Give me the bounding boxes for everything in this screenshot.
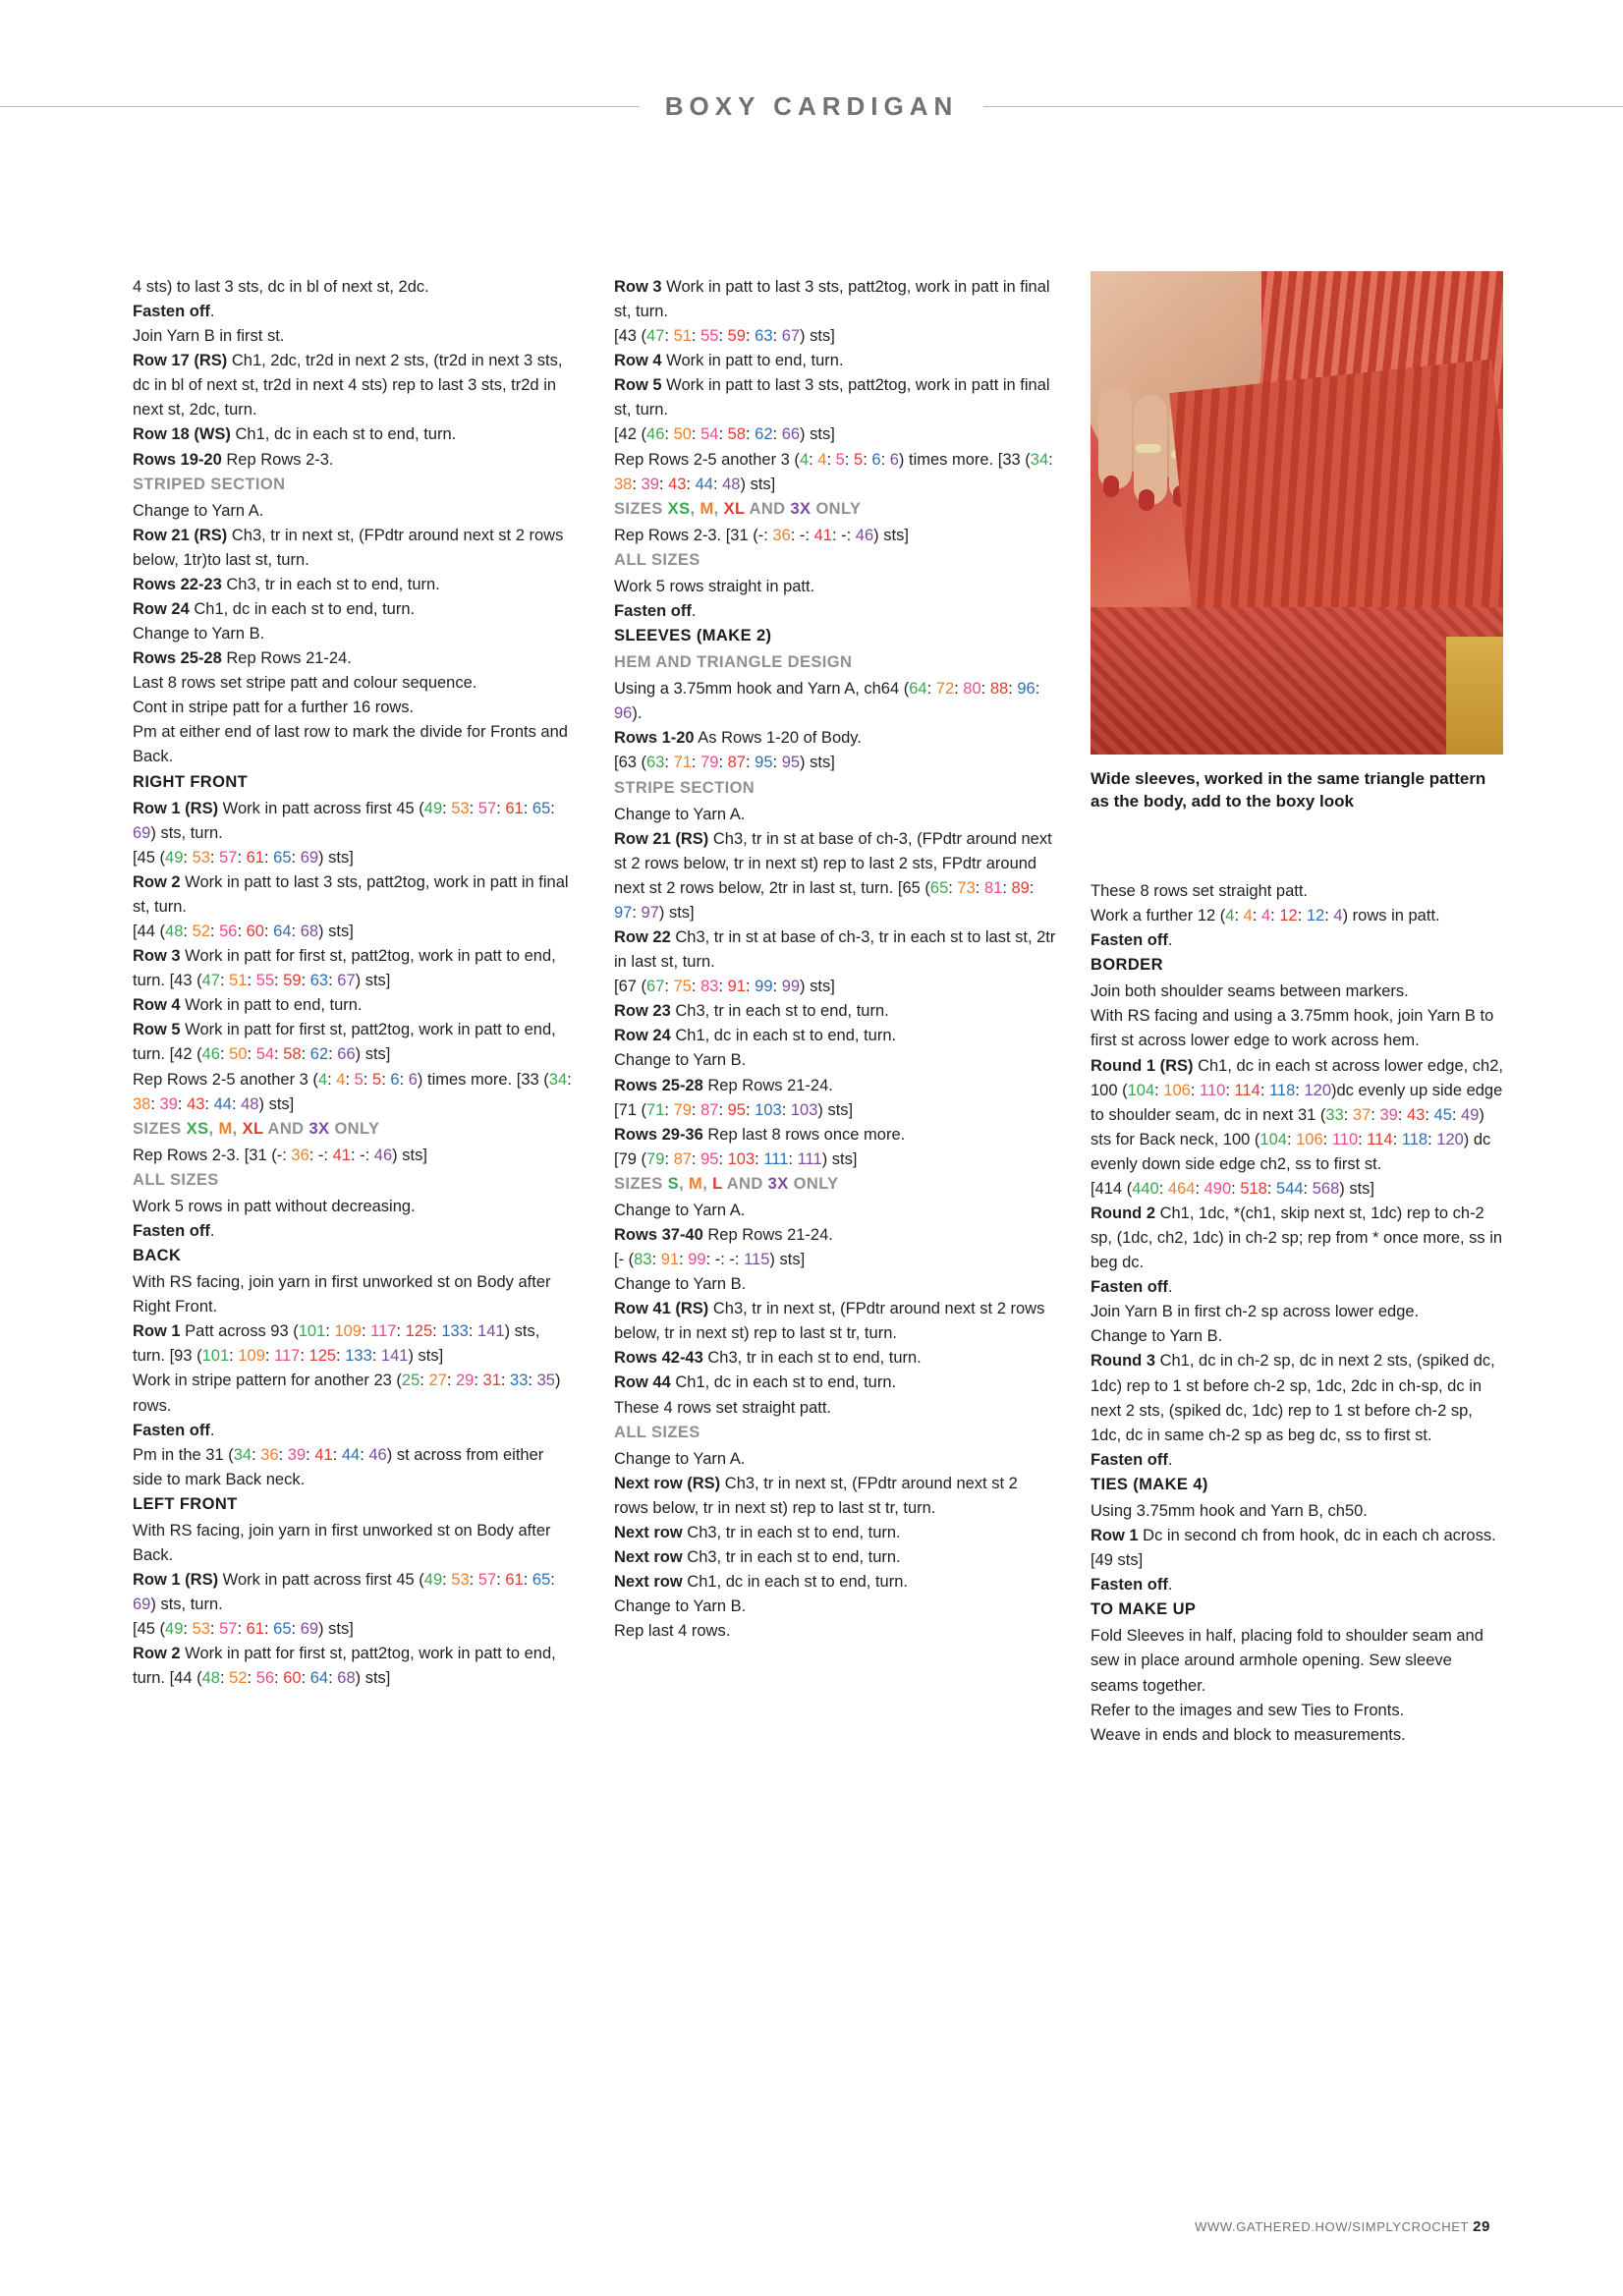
pattern-paragraph: Row 2 Work in patt to last 3 sts, patt2tog, work in patt in final st, turn. [133,872,569,916]
pattern-paragraph: Change to Yarn B. [614,1275,747,1294]
section-heading: SIZES XS, M, XL AND 3X ONLY [133,1119,380,1138]
pattern-paragraph: Change to Yarn B. [1091,1327,1223,1346]
section-heading: HEM AND TRIANGLE DESIGN [614,653,853,672]
photo-cardigan-body [1091,607,1503,755]
photo-caption: Wide sleeves, worked in the same triangle pattern as the body, add to the boxy look [1091,769,1486,811]
section-heading: STRIPED SECTION [133,475,286,493]
pattern-paragraph: Rows 22-23 Ch3, tr in each st to end, turn. [133,575,440,593]
pattern-paragraph: With RS facing and using a 3.75mm hook, join Yarn B to first st across lower edge to work across hem. [1091,1007,1494,1050]
pattern-paragraph: Join both shoulder seams between markers. [1091,982,1409,1001]
pattern-paragraph: Rows 29-36 Rep last 8 rows once more. [614,1125,906,1144]
text-column-1 [133,275,575,1691]
section-heading: TIES (MAKE 4) [1091,1475,1208,1493]
pattern-paragraph: [71 (71: 79: 87: 95: 103: 103) sts] [614,1100,854,1119]
pattern-paragraph: 4 sts) to last 3 sts, dc in bl of next st, 2dc. [133,278,429,296]
pattern-paragraph: Rows 25-28 Rep Rows 21-24. [133,649,352,668]
pattern-paragraph: Fasten off. [1091,1450,1173,1469]
section-heading: TO MAKE UP [1091,1600,1197,1619]
pattern-paragraph: Row 1 Patt across 93 (101: 109: 117: 125: 133: 141) sts, turn. [93 (101: 109: 117: 125: 133: 141) sts] [133,1322,540,1366]
pattern-paragraph: Fasten off. [1091,1278,1173,1297]
pattern-paragraph: Row 1 Dc in second ch from hook, dc in each ch across. [49 sts] [1091,1527,1496,1570]
section-heading: BACK [133,1247,182,1265]
pattern-paragraph: Change to Yarn B. [614,1051,747,1070]
pattern-paragraph: Join Yarn B in first st. [133,327,285,346]
pattern-paragraph: Fasten off. [1091,931,1173,950]
header-rule-right [983,106,1623,107]
pattern-paragraph: Fasten off. [133,1221,215,1240]
section-heading: STRIPE SECTION [614,778,756,797]
pattern-paragraph: Weave in ends and block to measurements. [1091,1725,1406,1744]
text-column-2 [614,275,1056,1644]
pattern-paragraph: [- (83: 91: 99: -: -: 115) sts] [614,1251,806,1269]
pattern-paragraph: Change to Yarn A. [614,1201,746,1219]
photo-yellow-background-strip [1446,637,1503,755]
pattern-paragraph: [63 (63: 71: 79: 87: 95: 95) sts] [614,754,835,772]
pattern-paragraph: Row 4 Work in patt to end, turn. [133,996,363,1015]
pattern-paragraph: Row 5 Work in patt to last 3 sts, patt2tog, work in patt in final st, turn. [614,376,1050,420]
pattern-paragraph: [45 (49: 53: 57: 61: 65: 69) sts] [133,848,354,867]
page-title: BOXY CARDIGAN [664,90,959,121]
header-rule-left [0,106,640,107]
pattern-paragraph: [44 (48: 52: 56: 60: 64: 68) sts] [133,923,354,941]
pattern-paragraph: Next row Ch1, dc in each st to end, turn. [614,1573,908,1592]
pattern-paragraph: With RS facing, join yarn in first unworked st on Body after Back. [133,1521,551,1564]
pattern-paragraph: Round 3 Ch1, dc in ch-2 sp, dc in next 2 sts, (spiked dc, 1dc) rep to 1 st before ch-2 sp, 1dc, 2dc in ch-sp, dc in next 2 sts, (spiked dc, 1dc) rep to 1 st before ch-2 sp, 1dc, dc in same ch-2 sp as beg dc, ss to first st. [1091,1352,1495,1444]
pattern-paragraph: Row 4 Work in patt to end, turn. [614,352,844,370]
pattern-paragraph: Using 3.75mm hook and Yarn B, ch50. [1091,1501,1368,1520]
pattern-paragraph: Row 2 Work in patt for first st, patt2tog, work in patt to end, turn. [44 (48: 52: 56: 60: 64: 68) sts] [133,1645,556,1688]
pattern-paragraph: [67 (67: 75: 83: 91: 99: 99) sts] [614,978,835,996]
pattern-paragraph: Change to Yarn A. [614,805,746,823]
pattern-paragraph: [42 (46: 50: 54: 58: 62: 66) sts] [614,425,835,444]
pattern-paragraph: These 8 rows set straight patt. [1091,882,1309,900]
pattern-paragraph: Fasten off. [133,303,215,321]
text-column-3 [1091,879,1503,1748]
section-heading: ALL SIZES [614,1423,700,1441]
section-heading: RIGHT FRONT [133,772,249,791]
pattern-paragraph: Change to Yarn A. [133,501,264,520]
pattern-paragraph: Row 17 (RS) Ch1, 2dc, tr2d in next 2 sts, (tr2d in next 3 sts, dc in bl of next st, tr2d in next 4 sts) rep to last 3 sts, tr2d in next st, 2dc, turn. [133,352,563,420]
pattern-paragraph: With RS facing, join yarn in first unworked st on Body after Right Front. [133,1273,551,1316]
pattern-paragraph: Rep Rows 2-3. [31 (-: 36: -: 41: -: 46) sts] [614,526,909,544]
photo-finger [1098,387,1132,489]
pattern-paragraph: Rows 1-20 As Rows 1-20 of Body. [614,729,862,748]
pattern-paragraph: Next row (RS) Ch3, tr in next st, (FPdtr around next st 2 rows below, tr in next st) rep to last st tr, turn. [614,1474,1018,1517]
pattern-paragraph: [79 (79: 87: 95: 103: 111: 111) sts] [614,1149,858,1168]
pattern-paragraph: Row 24 Ch1, dc in each st to end, turn. [614,1027,897,1045]
pattern-paragraph: Fasten off. [1091,1576,1173,1595]
pattern-paragraph: Last 8 rows set stripe patt and colour sequence. [133,674,477,693]
section-heading: SIZES XS, M, XL AND 3X ONLY [614,499,862,518]
pattern-paragraph: [414 (440: 464: 490: 518: 544: 568) sts] [1091,1179,1374,1198]
pattern-paragraph: Fasten off. [614,602,697,621]
section-heading: SIZES S, M, L AND 3X ONLY [614,1174,839,1193]
pattern-paragraph: Next row Ch3, tr in each st to end, turn. [614,1547,901,1566]
photo-ring [1136,444,1161,453]
pattern-paragraph: Row 18 (WS) Ch1, dc in each st to end, turn. [133,425,457,444]
pattern-paragraph: Refer to the images and sew Ties to Fronts. [1091,1701,1405,1719]
pattern-paragraph: Round 1 (RS) Ch1, dc in each st across lower edge, ch2, 100 (104: 106: 110: 114: 118: 120)dc evenly up side edge to shoulder seam, dc in next 31 (33: 37: 39: 43: 45: 49) sts for Back neck, 100 (104: 106: 110: 114: 118: 120) dc evenly down side edge ch2, ss to first st. [1091,1056,1503,1173]
pattern-paragraph: Row 3 Work in patt for first st, patt2tog, work in patt to end, turn. [43 (47: 51: 55: 59: 63: 67) sts] [133,947,556,990]
page-header [0,86,1623,126]
pattern-paragraph: Rows 19-20 Rep Rows 2-3. [133,450,334,469]
pattern-paragraph: Round 2 Ch1, 1dc, *(ch1, skip next st, 1dc) rep to ch-2 sp, (1dc, ch2, 1dc) in ch-2 sp; rep from * once more, ss in beg dc. [1091,1204,1503,1272]
pattern-paragraph: Change to Yarn B. [614,1597,747,1616]
page-footer [1195,2218,1490,2235]
pattern-paragraph: Work in stripe pattern for another 23 (25: 27: 29: 31: 33: 35) rows. [133,1372,561,1415]
pattern-paragraph: Row 24 Ch1, dc in each st to end, turn. [133,600,416,619]
pattern-paragraph: Rep last 4 rows. [614,1622,731,1641]
pattern-paragraph: Change to Yarn B. [133,625,265,644]
pattern-paragraph: Pm at either end of last row to mark the divide for Fronts and Back. [133,723,568,766]
footer-url: WWW.GATHERED.HOW/SIMPLYCROCHET [1195,2219,1470,2234]
pattern-paragraph: Row 5 Work in patt for first st, patt2tog, work in patt to end, turn. [42 (46: 50: 54: 58: 62: 66) sts] [133,1021,556,1064]
pattern-paragraph: Row 1 (RS) Work in patt across first 45 (49: 53: 57: 61: 65: 69) sts, turn. [133,799,555,842]
pattern-paragraph: [43 (47: 51: 55: 59: 63: 67) sts] [614,327,835,346]
section-heading: ALL SIZES [133,1170,219,1189]
pattern-paragraph: Next row Ch3, tr in each st to end, turn. [614,1523,901,1541]
pattern-paragraph: Work 5 rows in patt without decreasing. [133,1197,416,1215]
cardigan-sleeve-photo [1091,271,1503,755]
pattern-paragraph: Pm in the 31 (34: 36: 39: 41: 44: 46) st across from either side to mark Back neck. [133,1445,544,1488]
section-heading: SLEEVES (MAKE 2) [614,627,772,645]
pattern-paragraph: Work a further 12 (4: 4: 4: 12: 12: 4) rows in patt. [1091,907,1440,925]
pattern-paragraph: Row 44 Ch1, dc in each st to end, turn. [614,1373,897,1392]
pattern-paragraph: [45 (49: 53: 57: 61: 65: 69) sts] [133,1620,354,1639]
pattern-paragraph: Row 23 Ch3, tr in each st to end, turn. [614,1002,889,1021]
pattern-paragraph: Rows 25-28 Rep Rows 21-24. [614,1076,833,1094]
pattern-paragraph: Rows 37-40 Rep Rows 21-24. [614,1225,833,1244]
pattern-paragraph: Rep Rows 2-3. [31 (-: 36: -: 41: -: 46) sts] [133,1146,427,1164]
pattern-paragraph: Row 21 (RS) Ch3, tr in st at base of ch-3, (FPdtr around next st 2 rows below, tr in next st) rep to last 2 sts, FPdtr around next st 2 rows below, 2tr in last st, turn. [65 (65: 73: 81: 89: 97: 97) sts] [614,829,1052,922]
pattern-paragraph: Work 5 rows straight in patt. [614,577,815,595]
pattern-paragraph: Row 22 Ch3, tr in st at base of ch-3, tr in each st to last st, 2tr in last st, turn. [614,928,1056,972]
pattern-paragraph: Join Yarn B in first ch-2 sp across lower edge. [1091,1303,1420,1321]
section-heading: ALL SIZES [614,550,700,569]
pattern-paragraph: Rep Rows 2-5 another 3 (4: 4: 5: 5: 6: 6) times more. [33 (34: 38: 39: 43: 44: 48) sts] [133,1070,572,1113]
page-number: 29 [1473,2218,1490,2235]
pattern-paragraph: Change to Yarn A. [614,1449,746,1468]
section-heading: BORDER [1091,956,1163,975]
pattern-paragraph: Cont in stripe patt for a further 16 rows. [133,699,415,717]
section-heading: LEFT FRONT [133,1494,238,1513]
pattern-paragraph: Row 1 (RS) Work in patt across first 45 (49: 53: 57: 61: 65: 69) sts, turn. [133,1571,555,1614]
pattern-paragraph: These 4 rows set straight patt. [614,1398,832,1417]
pattern-paragraph: Rep Rows 2-5 another 3 (4: 4: 5: 5: 6: 6) times more. [33 (34: 38: 39: 43: 44: 48) sts] [614,450,1053,493]
pattern-paragraph: Row 21 (RS) Ch3, tr in next st, (FPdtr around next st 2 rows below, 1tr)to last st, turn. [133,526,564,569]
pattern-paragraph: Rows 42-43 Ch3, tr in each st to end, turn. [614,1349,922,1368]
pattern-paragraph: Fasten off. [133,1421,215,1439]
pattern-paragraph: Row 41 (RS) Ch3, tr in next st, (FPdtr around next st 2 rows below, tr in next st) rep to last st tr, turn. [614,1300,1045,1343]
photo-nail [1103,476,1119,497]
pattern-paragraph: Row 3 Work in patt to last 3 sts, patt2tog, work in patt in final st, turn. [614,278,1050,321]
pattern-paragraph: Fold Sleeves in half, placing fold to shoulder seam and sew in place around armhole opening. Sew sleeve seams together. [1091,1627,1483,1695]
pattern-paragraph: Using a 3.75mm hook and Yarn A, ch64 (64: 72: 80: 88: 96: 96). [614,680,1040,723]
photo-nail [1139,489,1154,511]
